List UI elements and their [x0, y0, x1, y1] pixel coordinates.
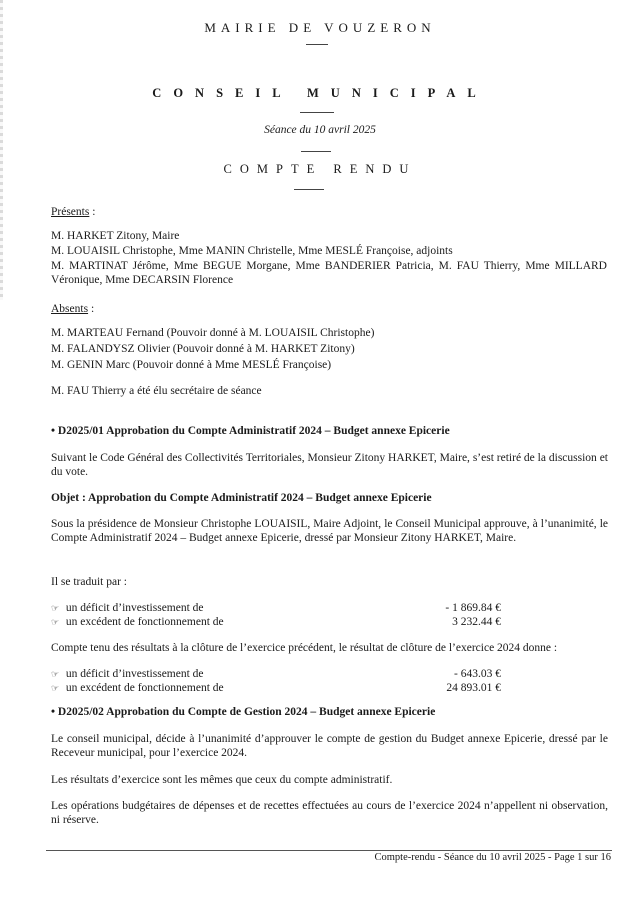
result-label: un déficit d’investissement de	[65, 668, 204, 680]
footer-rule	[46, 850, 612, 851]
pointing-hand-icon: ☞	[51, 617, 60, 627]
scan-artifact	[0, 0, 3, 300]
page-footer: Compte-rendu - Séance du 10 avril 2025 - Page 1 sur 16	[374, 852, 611, 863]
pointing-hand-icon: ☞	[51, 603, 60, 613]
result-label: un déficit d’investissement de	[65, 602, 204, 614]
traduit-line: Il se traduit par :	[51, 576, 128, 588]
result-label: un excédent de fonctionnement de	[65, 616, 224, 628]
deliberation-title: • D2025/01 Approbation du Compte Administratif 2024 – Budget annexe Epicerie	[51, 425, 450, 437]
seance-date: Séance du 10 avril 2025	[264, 124, 376, 136]
pointing-hand-icon: ☞	[51, 683, 60, 693]
mairie-title: MAIRIE DE VOUZERON	[204, 20, 436, 35]
divider	[306, 44, 328, 45]
result-label: un excédent de fonctionnement de	[65, 682, 224, 694]
absents-heading: Absents :	[51, 303, 95, 315]
compte-tenu-line: Compte tenu des résultats à la clôture de l’exercice précédent, le résultat de clôture de l’exercice 2024 donne :	[51, 642, 558, 654]
deliberation-body: Les opérations budgétaires de dépenses et de recettes effectuées au cours de l’exercice 2024 n’appellent ni observation, ni réserve.	[51, 800, 608, 826]
deliberation-title: • D2025/02 Approbation du Compte de Gestion 2024 – Budget annexe Epicerie	[51, 706, 436, 718]
absents-line: M. GENIN Marc (Pouvoir donné à Mme MESLÉ Françoise)	[51, 359, 332, 371]
deliberation-body: Le conseil municipal, décide à l’unanimité d’approuver le compte de gestion du Budget annexe Epicerie, dressé par le Receveur municipal, pour l’exercice 2024.	[51, 733, 608, 759]
result-row	[51, 601, 611, 615]
divider	[301, 151, 331, 152]
objet-heading: Objet : Approbation du Compte Administratif 2024 – Budget annexe Epicerie	[51, 492, 432, 504]
compte-rendu-title: COMPTE RENDU	[223, 162, 417, 176]
secretaire-line: M. FAU Thierry a été élu secrétaire de séance	[51, 385, 262, 397]
deliberation-body: Sous la présidence de Monsieur Christophe LOUAISIL, Maire Adjoint, le Conseil Municipal approuve, à l’unanimité, le Compte Administratif 2024 – Budget annexe Epicerie, dressé par Monsieur Zitony HARKET, Maire.	[51, 518, 608, 544]
absents-line: M. MARTEAU Fernand (Pouvoir donné à M. LOUAISIL Christophe)	[51, 327, 375, 339]
presents-line: M. HARKET Zitony, Maire	[51, 230, 180, 242]
deliberation-intro: Suivant le Code Général des Collectivités Territoriales, Monsieur Zitony HARKET, Maire, s’est retiré de la discussion et du vote.	[51, 452, 608, 478]
presents-line: M. MARTINAT Jérôme, Mme BEGUE Morgane, Mme BANDERIER Patricia, M. FAU Thierry, Mme MILLARD Véronique, Mme DECARSIN Florence	[51, 260, 607, 286]
divider	[300, 112, 334, 113]
result-value: - 643.03 €	[454, 668, 501, 680]
result-value: 3 232.44 €	[452, 616, 501, 628]
conseil-title: CONSEIL MUNICIPAL	[152, 86, 488, 100]
result-row	[51, 667, 611, 681]
result-value: - 1 869.84 €	[445, 602, 501, 614]
result-row	[51, 681, 611, 695]
divider	[294, 189, 324, 190]
presents-heading: Présents :	[51, 206, 96, 218]
presents-line: M. LOUAISIL Christophe, Mme MANIN Christelle, Mme MESLÉ Françoise, adjoints	[51, 245, 453, 257]
pointing-hand-icon: ☞	[51, 669, 60, 679]
result-row	[51, 615, 611, 629]
absents-line: M. FALANDYSZ Olivier (Pouvoir donné à M. HARKET Zitony)	[51, 343, 355, 355]
deliberation-body: Les résultats d’exercice sont les mêmes que ceux du compte administratif.	[51, 774, 393, 786]
result-value: 24 893.01 €	[446, 682, 501, 694]
